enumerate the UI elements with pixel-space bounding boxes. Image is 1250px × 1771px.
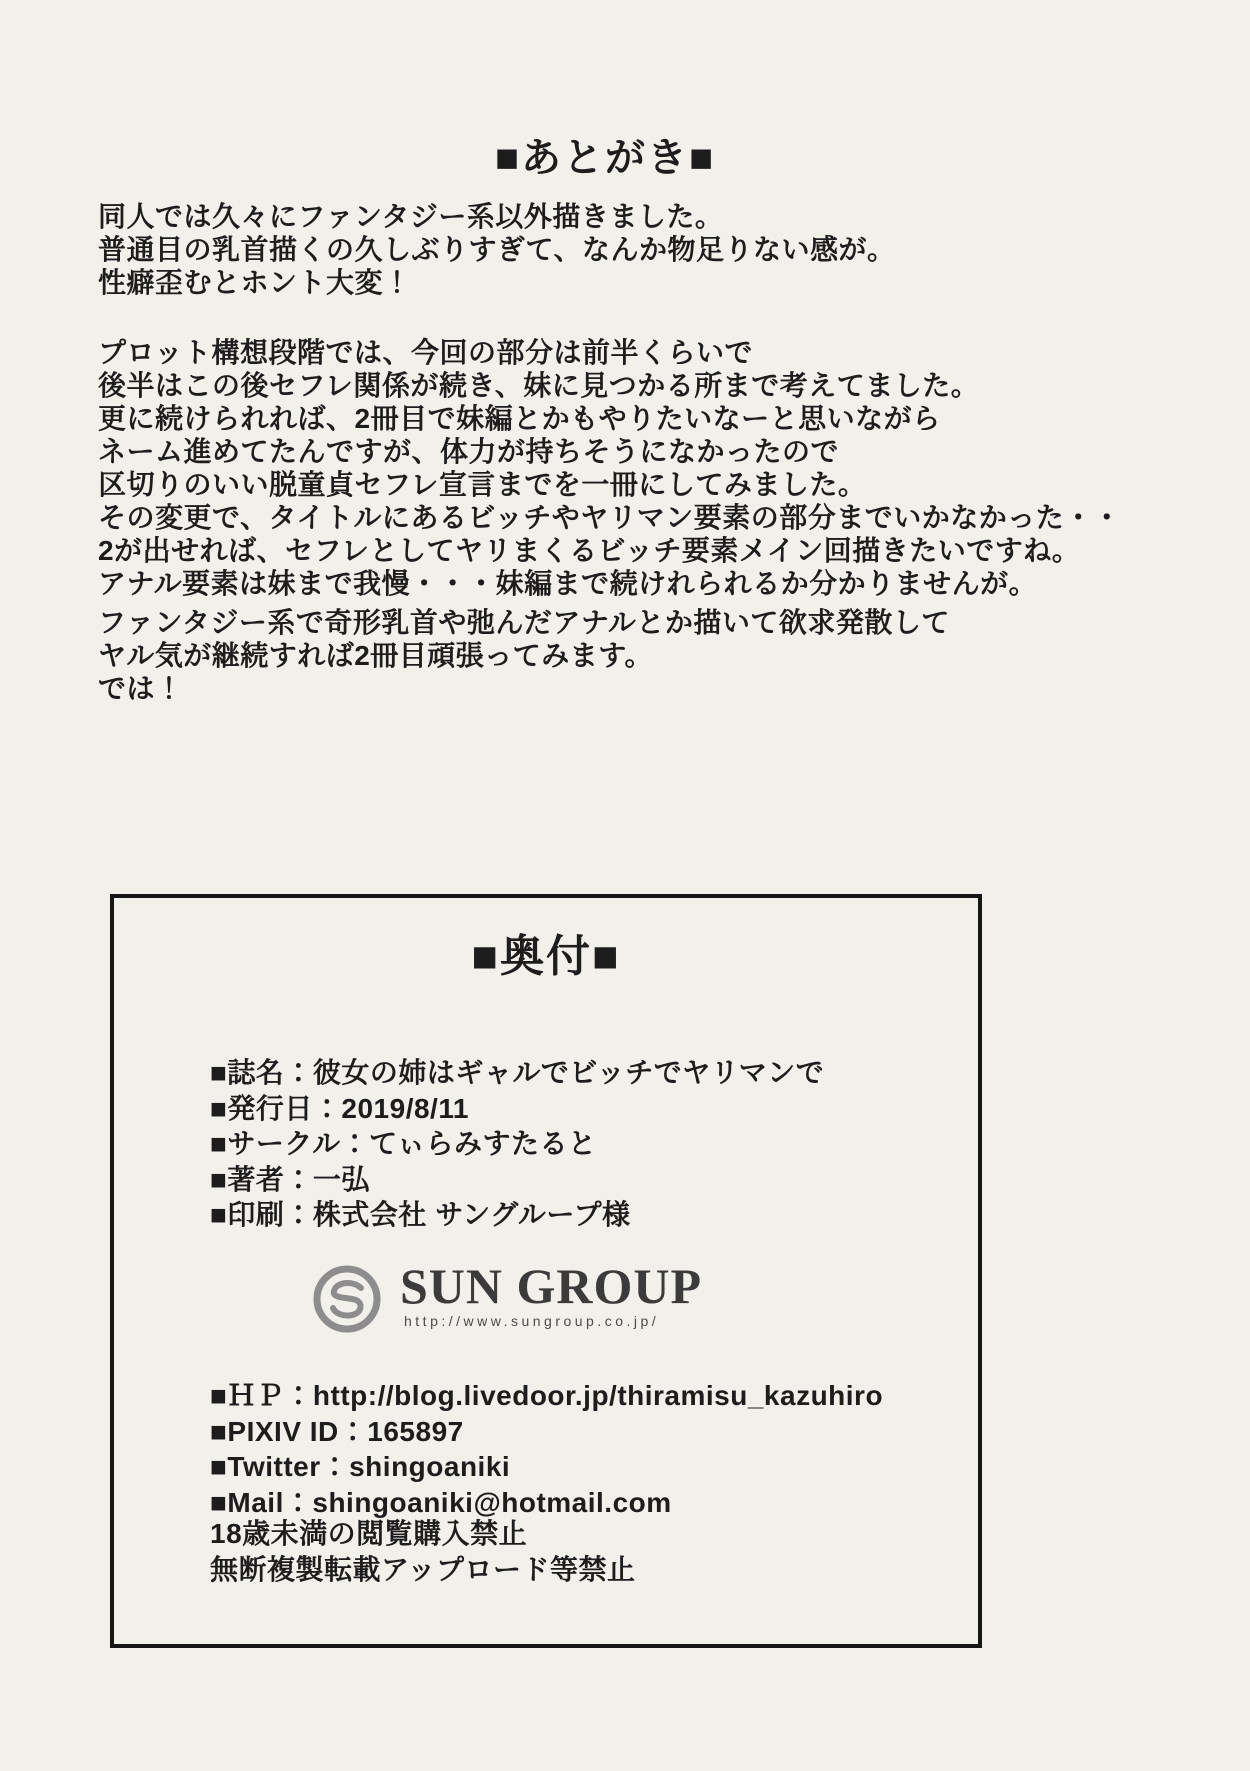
colophon-notice: 無断複製転載アップロード等禁止 <box>210 1553 636 1585</box>
afterword-line: プロット構想段階では、今回の部分は前半くらいで <box>98 337 753 368</box>
colophon-entry: ■著者：一弘 <box>210 1163 370 1195</box>
colophon-entry: ■発行日：2019/8/11 <box>210 1092 469 1124</box>
colophon-entries-top <box>210 1055 824 1233</box>
afterword-line: その変更で、タイトルにあるビッチやヤリマン要素の部分までいかなかった・・ <box>98 502 1122 533</box>
afterword-line: 性癖歪むとホント大変！ <box>98 267 412 298</box>
colophon-entry: ■Mail：shingoaniki@hotmail.com <box>210 1486 672 1518</box>
colophon-notice: 18歳未満の閲覧購入禁止 <box>210 1518 528 1549</box>
afterword-paragraph-2 <box>98 336 1121 600</box>
afterword-line: では！ <box>98 673 184 704</box>
afterword-line: 区切りのいい脱童貞セフレ宣言までを一冊にしてみました。 <box>98 469 867 500</box>
afterword-line: 2が出せれば、セフレとしてヤリまくるビッチ要素メイン回描きたいですね。 <box>98 535 1081 566</box>
colophon-entry: ■Twitter：shingoaniki <box>210 1451 511 1482</box>
colophon-heading: ■奥付■ <box>471 932 621 981</box>
sun-group-logo-text <box>400 1260 702 1329</box>
afterword-paragraph-1 <box>98 200 895 299</box>
afterword-paragraph-3 <box>98 606 950 705</box>
sun-group-logo <box>310 1260 702 1336</box>
colophon-entry: ■PIXIV ID：165897 <box>210 1415 464 1447</box>
colophon-entry: ■サークル：てぃらみすたると <box>210 1128 597 1159</box>
colophon-entries-bottom <box>210 1378 883 1520</box>
colophon-entry: ■印刷：株式会社 サングループ様 <box>210 1199 631 1230</box>
sun-group-logo-url: http://www.sungroup.co.jp/ <box>404 1313 660 1329</box>
colophon-entry: ■ＨＰ：http://blog.livedoor.jp/thiramisu_kazuhiro <box>210 1380 884 1411</box>
afterword-line: 更に続けられれば、2冊目で妹編とかもやりたいなーと思いながら <box>98 403 941 434</box>
colophon-entry: ■誌名：彼女の姉はギャルでビッチでヤリマンで <box>210 1057 825 1088</box>
afterword-line: ファンタジー系で奇形乳首や弛んだアナルとか描いて欲求発散して <box>98 607 950 638</box>
afterword-line: ヤル気が継続すれば2冊目頑張ってみます。 <box>98 640 654 671</box>
sun-group-logo-name: SUN GROUP <box>400 1258 703 1314</box>
afterword-line: 後半はこの後セフレ関係が続き、妹に見つかる所まで考えてました。 <box>98 370 980 401</box>
afterword-heading: ■あとがき■ <box>494 136 716 180</box>
afterword-line: 普通目の乳首描くの久しぶりすぎて、なんか物足りない感が。 <box>98 234 896 265</box>
afterword-line: ネーム進めてたんですが、体力が持ちそうになかったので <box>98 436 840 467</box>
colophon-box <box>110 894 982 1648</box>
sun-group-logo-icon <box>310 1262 384 1336</box>
afterword-line: 同人では久々にファンタジー系以外描きました。 <box>98 201 724 232</box>
colophon-notices <box>210 1516 636 1587</box>
afterword-line: アナル要素は妹まで我慢・・・妹編まで続けれられるか分かりませんが。 <box>98 568 1038 599</box>
